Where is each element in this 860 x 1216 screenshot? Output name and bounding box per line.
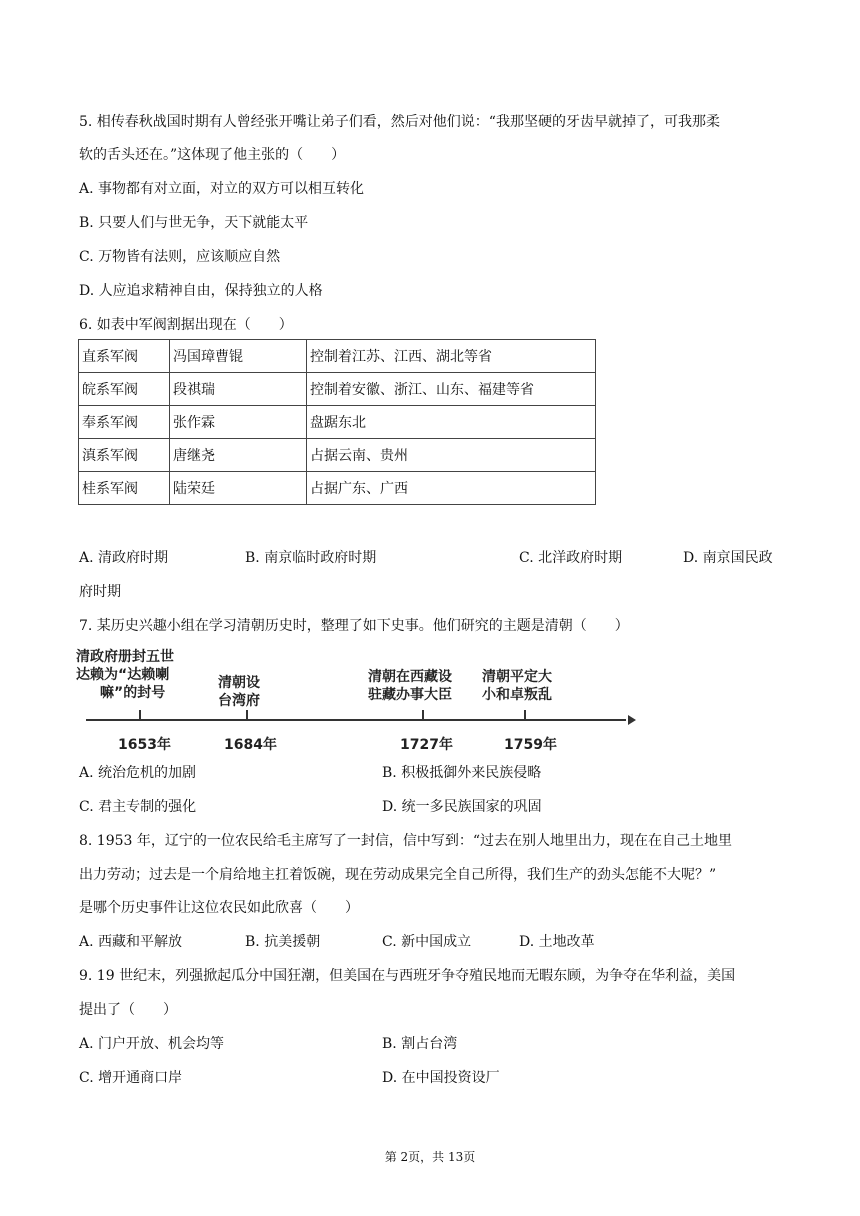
q5-stem-line1: 5. 相传春秋战国时期有人曾经张开嘴让弟子们看，然后对他们说：“我那坚硬的牙齿早就掉了，可我那柔 [79, 114, 720, 130]
q6-option-d: D. 南京国民政 [683, 550, 773, 566]
q5-option-c: C. 万物皆有法则，应该顺应自然 [79, 249, 281, 265]
q9-stem-line1: 9. 19 世纪末，列强掀起瓜分中国狂潮，但美国在与西班牙争夺殖民地而无暇东顾，为争夺在华利益，美国 [79, 968, 736, 984]
table-cell: 滇系军阀 [79, 439, 170, 472]
table-cell: 奉系军阀 [79, 406, 170, 439]
timeline-year-2: 1684年 [224, 737, 277, 753]
q8-stem-line3: 是哪个历史事件让这位农民如此欣喜（ ） [79, 900, 359, 916]
table-cell: 张作霖 [170, 406, 307, 439]
warlord-table [78, 339, 596, 505]
q6-option-a: A. 清政府时期 [79, 550, 169, 566]
q8-stem-line1: 8. 1953 年，辽宁的一位农民给毛主席写了一封信，信中写到：“过去在别人地里出力，现在在自己土地里 [79, 833, 733, 849]
q8-option-d: D. 土地改革 [519, 934, 595, 950]
page-footer: 第 2页，共 13页 [384, 1150, 476, 1164]
q8-option-a: A. 西藏和平解放 [79, 934, 183, 950]
table-cell: 桂系军阀 [79, 472, 170, 505]
q6-option-b: B. 南京临时政府时期 [245, 550, 377, 566]
timeline-event-1: 清政府册封五世 达赖为“达赖喇 嘛”的封号 [76, 649, 174, 701]
q5-option-d: D. 人应追求精神自由，保持独立的人格 [79, 283, 323, 299]
table-cell: 控制着江苏、江西、湖北等省 [307, 340, 596, 373]
q6-option-d-continuation: 府时期 [79, 584, 121, 600]
table-row [79, 439, 596, 472]
q9-stem-line2: 提出了（ ） [79, 1002, 177, 1018]
q5-option-b: B. 只要人们与世无争，天下就能太平 [79, 215, 309, 231]
table-cell: 皖系军阀 [79, 373, 170, 406]
q7-option-d: D. 统一多民族国家的巩固 [382, 799, 542, 815]
table-row [79, 340, 596, 373]
table-cell: 占据云南、贵州 [307, 439, 596, 472]
timeline-year-4: 1759年 [504, 737, 557, 753]
q8-stem-line2: 出力劳动；过去是一个肩给地主扛着饭碗，现在劳动成果完全自己所得，我们生产的劲头怎能不大呢？” [79, 867, 717, 883]
timeline-event-3: 清朝在西藏设 驻藏办事大臣 [368, 669, 452, 703]
q6-option-c: C. 北洋政府时期 [519, 550, 623, 566]
timeline-year-3: 1727年 [400, 737, 453, 753]
q7-option-b: B. 积极抵御外来民族侵略 [382, 765, 542, 781]
timeline-event-4: 清朝平定大 小和卓叛乱 [482, 669, 552, 703]
table-row [79, 373, 596, 406]
q5-option-a: A. 事物都有对立面，对立的双方可以相互转化 [79, 181, 365, 197]
q5-stem-line2: 软的舌头还在。”这体现了他主张的（ ） [79, 147, 346, 163]
q9-option-c: C. 增开通商口岸 [79, 1070, 183, 1086]
q6-stem: 6. 如表中军阀割据出现在（ ） [79, 317, 293, 333]
table-cell: 直系军阀 [79, 340, 170, 373]
q9-option-d: D. 在中国投资设厂 [382, 1070, 500, 1086]
q9-option-a: A. 门户开放、机会均等 [79, 1036, 225, 1052]
table-cell: 唐继尧 [170, 439, 307, 472]
q7-stem: 7. 某历史兴趣小组在学习清朝历史时，整理了如下史事。他们研究的主题是清朝（ ） [79, 618, 629, 634]
table-cell: 冯国璋曹锟 [170, 340, 307, 373]
table-row [79, 472, 596, 505]
timeline-year-1: 1653年 [118, 737, 171, 753]
table-cell: 段祺瑞 [170, 373, 307, 406]
q9-option-b: B. 割占台湾 [382, 1036, 458, 1052]
q7-option-c: C. 君主专制的强化 [79, 799, 197, 815]
q8-option-c: C. 新中国成立 [382, 934, 472, 950]
timeline-event-2: 清朝设 台湾府 [218, 675, 260, 709]
table-row [79, 406, 596, 439]
table-cell: 陆荣廷 [170, 472, 307, 505]
table-cell: 控制着安徽、浙江、山东、福建等省 [307, 373, 596, 406]
table-cell: 盘踞东北 [307, 406, 596, 439]
q8-option-b: B. 抗美援朝 [245, 934, 321, 950]
q7-option-a: A. 统治危机的加剧 [79, 765, 197, 781]
qing-timeline [76, 648, 640, 758]
table-cell: 占据广东、广西 [307, 472, 596, 505]
